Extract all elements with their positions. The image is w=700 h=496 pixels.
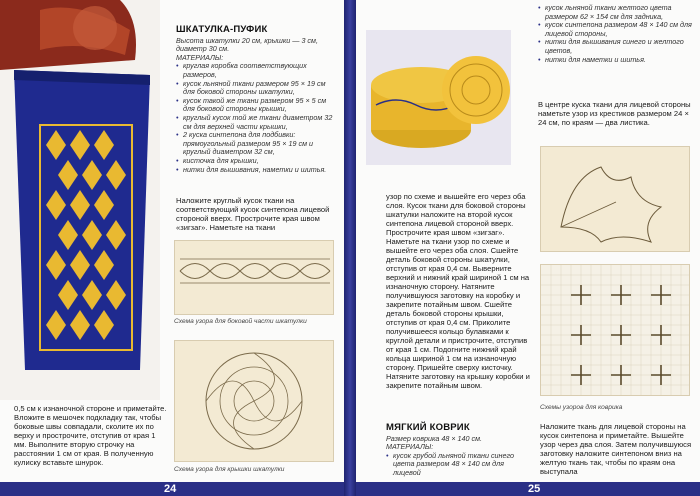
box-instructions: Наложите круглый кусок ткани на соответствующий кусок синтепона лицевой стороной вверх. Прострочите края швом «зигзаг». Наметьте на ткани: [176, 196, 330, 232]
list-item: • круглая коробка соответствующих размеров,: [176, 62, 336, 79]
side-pattern-drawing: [175, 241, 333, 314]
rug-pattern-caption: Схемы узоров для коврика: [540, 404, 623, 411]
left-page: [0, 0, 344, 496]
rug-section: [386, 424, 532, 478]
box-intro-column: [176, 26, 336, 174]
rug-materials-continued: [538, 4, 693, 64]
rug-materials-list-start: [386, 452, 532, 478]
list-item: • нитки для вышивания, наметки и шитья.: [176, 166, 336, 175]
box-photo: [366, 30, 511, 165]
glasses-case-photo: [0, 0, 160, 400]
rug-materials-label: МАТЕРИАЛЫ:: [386, 442, 434, 452]
lid-pattern-drawing: [175, 341, 333, 461]
left-page-band: [0, 482, 344, 496]
list-item: • кусок грубой льняной ткани синего цвета размером 48 × 140 см для лицевой: [386, 452, 532, 478]
rug-instructions: Наложите ткань для лицевой стороны на кусок синтепона и приметайте. Вышейте узор через два слоя. Затем получившуюся заготовку наложите синтепоном вниз на желтую ткань так, чтобы по краям она выступала: [540, 422, 692, 476]
list-item: • кусок синтепона размером 48 × 140 см для лицевой стороны,: [538, 21, 693, 38]
materials-label: МАТЕРИАЛЫ:: [176, 52, 224, 62]
list-item: • кисточка для крышки,: [176, 157, 336, 166]
book-gutter: [344, 0, 356, 496]
list-item: • кусок льняной ткани желтого цвета размером 62 × 154 см для задника,: [538, 4, 693, 21]
right-page: [356, 0, 700, 496]
right-page-band: [356, 482, 700, 496]
rug-intro-text: В центре куска ткани для лицевой стороны наметьте узор из крестиков размером 24 × 24 см, по краям — два листика.: [538, 100, 691, 127]
box-instructions-continued: узор по схеме и вышейте его через оба слоя. Кусок ткани для боковой стороны шкатулки наложите на второй кусок синтепона лицевой стороной вверх. Прострочите края швом «зигзаг». Наметьте на ткани узор по схеме и вышейте его через оба слоя. Сшейте деталь боковой стороны шкатулки, отступив от края 0,4 см. Выверните верхний и нижний край шириной 1 см на изнаночную сторону. Натяните получившуюся заготовку на коробку и закрепите потайным швом. Сшейте деталь боковой стороны крышки, отступив от края 0,4 см. Приколите получившееся кольцо булавками к круглой детали и пристрочите, отступив от края 1 см. Подогните нижний край кольца шириной 1 см на изнаночную сторону. Пришейте сверху кисточку. Натяните заготовку на крышку коробки и закрепите потайным швом.: [386, 192, 530, 390]
rug-materials-list: [538, 4, 693, 64]
cross-stitch-grid-diagram: [540, 264, 690, 396]
list-item: • нитки для наметки и шитья.: [538, 56, 693, 65]
materials-list: [176, 62, 336, 174]
leaf-pattern-diagram: [540, 146, 690, 252]
box-title: ШКАТУЛКА-ПУФИК: [176, 24, 268, 35]
rug-size-text: Размер коврика 48 × 140 см.: [386, 433, 483, 443]
box-size-text: Высота шкатулки 20 см, крышки — 3 см, диаметр 30 см.: [176, 35, 318, 54]
list-item: • кусок льняной ткани размером 95 × 19 см для боковой стороны шкатулки,: [176, 80, 336, 97]
cross-stitch-grid-drawing: [541, 265, 689, 395]
page-number-right: 25: [528, 483, 541, 495]
rug-title: МЯГКИЙ КОВРИК: [386, 422, 470, 433]
lid-pattern-caption: Схема узора для крышки шкатулки: [174, 466, 285, 473]
page-number-left: 24: [164, 483, 177, 495]
list-item: • 2 куска синтепона для подбивки: прямоугольный размером 95 × 19 см и круглый диаметром 32 см,: [176, 131, 336, 157]
side-pattern-diagram: [174, 240, 334, 315]
list-item: • нитки для вышивания синего и желтого цветов,: [538, 38, 693, 55]
bottom-instructions: 0,5 см к изнаночной стороне и приметайте. Вложите в мешочек подкладку так, чтобы боковые швы совпадали, сколите их по верху и прострочите, отступив от края 1 мм. Выполните вторую строчку на расстоянии 1 см от края. В полученную кулиску вставьте шнурок.: [14, 404, 167, 467]
side-pattern-caption: Схема узора для боковой части шкатулки: [174, 318, 307, 325]
list-item: • кусок такой же ткани размером 95 × 5 см для боковой стороны крышки,: [176, 97, 336, 114]
list-item: • круглый кусок той же ткани диаметром 32 см для верхней части крышки,: [176, 114, 336, 131]
lid-pattern-diagram: [174, 340, 334, 462]
leaf-pattern-drawing: [541, 147, 689, 251]
